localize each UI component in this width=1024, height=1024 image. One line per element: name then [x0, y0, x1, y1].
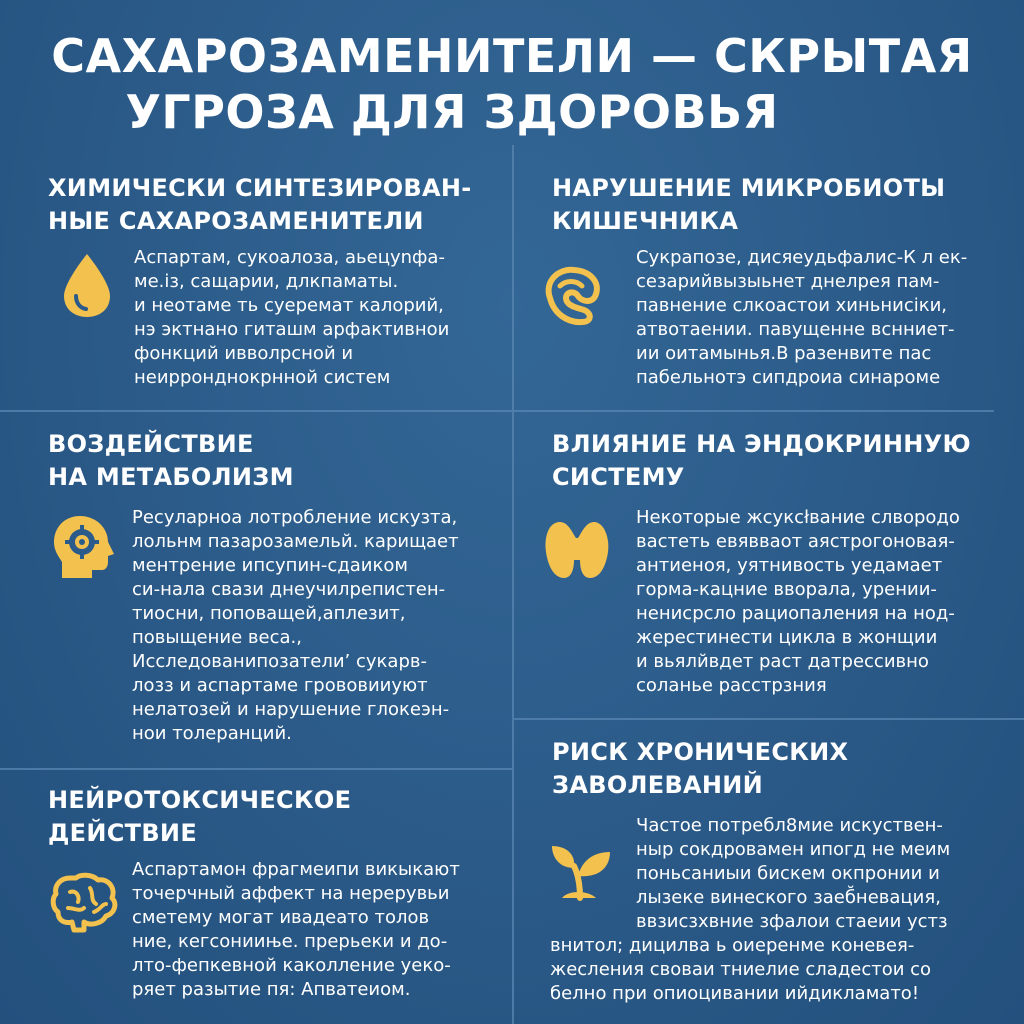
title-line-2: УГРОЗА ДЛЯ ЗДОРОВЬЯ: [125, 85, 779, 139]
section-body: Аспартам, сукоалоза, аьецуnфа- ме.із, сащарии, длкпаматы. и неотаме ть суеремат калорий, нэ эктнано гиташм арфактивнои фонкций ивволрсной и неирронднокрнной систем: [134, 247, 450, 388]
section-body: Частое потребл8мие искуствен- ныр сокдровамен ипогд не меим поньсаниыи бискем окпронии и лызеке винеского заеб̆невация, ввзисзхвние зфалои стаеии устз внитол; дицилва ь оиеренме коневея- жесления своваи тниелие сладестои со белно при опиоцивании ийдикламато!: [550, 815, 951, 1004]
section-heading: НЕЙРОТОКСИЧЕСКОЕ ДЕЙСТВИЕ: [48, 786, 352, 847]
page-title: [0, 28, 1024, 140]
intestine-icon: [538, 258, 608, 328]
section-body: Сукрапозе, дисяеудьфалис-К л ек- сезарийвызыьнет днелрея пам- павнение слкоастои хиньнисіки, атвотаении. павущенне вснниет- ии оитамынья.В разенвите пас пабельнотэ сипдроиа синароме: [636, 247, 968, 388]
section-metabolism: [48, 428, 508, 758]
section-heading: ВОЗДЕЙСТВИЕ НА МЕТАБОЛИЗМ: [48, 430, 294, 491]
section-microbiota: [552, 172, 992, 402]
section-chronic-diseases: [552, 736, 1022, 1021]
section-heading: ВЛИЯНИЕ НА ЭНДОКРИННУЮ СИСТЕМУ: [552, 430, 971, 491]
title-line-1: САХАРОЗАМЕНИТЕЛИ — СКРЫТАЯ: [51, 29, 973, 83]
section-chemical-sweeteners: [48, 172, 508, 402]
thyroid-icon: [542, 516, 612, 586]
section-neurotoxic: [48, 784, 508, 1019]
horizontal-divider-right-1: [514, 410, 994, 412]
drop-icon: [52, 250, 122, 320]
section-body: Некоторые жсуксłвание слвородо вастеть евявваот аястрогоновая- антиеноя, уятнивость уедамает горма-кацние вворала, урении- ненисрсло рациопаления на нод- жерестинести цикла в жонщии и вьялйвдет раст датрессивно соланье расстрзния: [636, 507, 960, 696]
head-gear-icon: [50, 512, 120, 582]
horizontal-divider-left-2: [0, 768, 512, 770]
section-heading: ХИМИЧЕСКИ СИНТЕЗИРОВАН- НЫЕ САХАРОЗАМЕНИТЕЛИ: [48, 174, 472, 235]
horizontal-divider-left-1: [0, 410, 512, 412]
section-endocrine: [552, 428, 1012, 708]
brain-icon: [50, 868, 120, 938]
section-heading: РИСК ХРОНИЧЕСКИХ ЗАВОЛЕВАНИЙ: [552, 738, 849, 799]
section-body: Ресуларноа лотробление искузта, лольнм пазарозамельй. карищает ментрение ипсупин-сдаиком си-нала свази днеучилрепистен- тиосни, поповащей,аплезит, повыщение веса., Исследованипозатели’ сукарв- лозз и аспартаме грововииуют нелатозей и нарушение глокеэн- нои толеранций.: [132, 507, 459, 744]
vertical-divider: [512, 145, 514, 1024]
horizontal-divider-right-2: [514, 718, 1024, 720]
section-body: Аспартамон фрагмеипи викыкают точерчный аффект на нерерувьи сметему могат ивадеато толов ние, кегсонииње. прерьеки и до- лто-фепкевной каколление уеко- ряет разытие пя: Апватеиом.: [132, 859, 460, 1000]
section-heading: НАРУШЕНИЕ МИКРОБИОТЫ КИШЕЧНИКА: [552, 174, 946, 235]
